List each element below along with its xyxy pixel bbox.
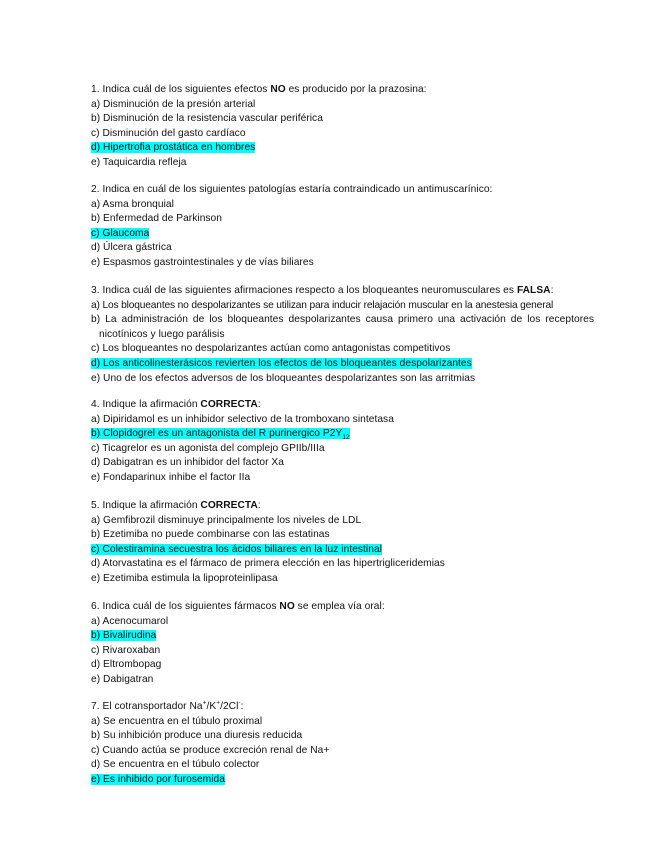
option-b: b) La administración de los bloqueantes despolarizantes causa primero una activación de los receptores [91, 314, 594, 326]
option-d: d) Atorvastatina es el fármaco de primera elección en las hipertrigliceridemias [91, 558, 445, 570]
question-5 [91, 499, 611, 587]
question-1 [91, 83, 611, 171]
question-stem: 7. El cotransportador Na+/K+/2Cl-: [91, 699, 244, 712]
option-a: a) Se encuentra en el túbulo proximal [91, 715, 263, 727]
option-b: b) Ezetimiba no puede combinarse con las estatinas [91, 529, 330, 541]
option-a: a) Asma bronquial [91, 198, 174, 210]
option-c-correct [91, 227, 611, 242]
question-7 [91, 700, 611, 788]
question-3 [91, 284, 611, 386]
answer-highlight: b) Clopidogrel es un antagonista del R purinergico $P2Y_{12}$ [91, 428, 350, 442]
option-a: a) Gemfibrozil disminuye principalmente los niveles de LDL [91, 514, 362, 526]
option-e: e) Uno de los efectos adversos de los bloqueantes despolarizantes son las arritmias [91, 372, 476, 384]
option-c: c) Disminución del gasto cardíaco [91, 127, 246, 139]
option-b-continuation: nicotínicos y luego parálisis [99, 328, 225, 340]
question-stem: 5. Indique la afirmación CORRECTA: [91, 500, 261, 511]
answer-highlight: c) Glaucoma [91, 227, 150, 239]
answer-highlight: d) Hipertrofia prostática en hombres [91, 142, 256, 154]
question-4 [91, 398, 611, 486]
option-d: d) Dabigatran es un inhibidor del factor Xa [91, 457, 284, 469]
option-b: b) Disminución de la resistencia vascular periférica [91, 113, 323, 125]
question-2 [91, 183, 611, 271]
option-b: b) Enfermedad de Parkinson [91, 213, 222, 225]
option-e: e) Espasmos gastrointestinales y de vías biliares [91, 256, 314, 268]
option-c: c) Los bloqueantes no despolarizantes actúan como antagonistas competitivos [91, 343, 451, 355]
question-stem: 1. Indica cuál de los siguientes efectos NO es producido por la prazosina: [91, 84, 427, 95]
option-c: c) Cuando actúa se produce excreción renal de Na+ [91, 744, 330, 756]
option-c: c) Rivaroxaban [91, 644, 161, 656]
option-b-correct [91, 427, 611, 442]
option-d-correct [91, 357, 611, 372]
question-6 [91, 600, 611, 688]
option-a: a) Disminución de la presión arterial [91, 98, 256, 110]
option-a: a) Acenocumarol [91, 615, 169, 627]
option-b: b) Su inhibición produce una diuresis reducida [91, 730, 303, 742]
question-stem: 4. Indique la afirmación CORRECTA: [91, 399, 261, 410]
option-e-correct [91, 773, 611, 788]
option-d: d) Úlcera gástrica [91, 242, 172, 254]
option-e: e) Dabigatran [91, 673, 154, 685]
option-d: d) Se encuentra en el túbulo colector [91, 759, 260, 771]
option-e: e) Fondaparinux inhibe el factor IIa [91, 471, 251, 483]
option-d-correct [91, 141, 611, 156]
option-d: d) Eltrombopag [91, 659, 162, 671]
question-stem: 6. Indica cuál de los siguientes fármacos NO se emplea vía oral: [91, 601, 385, 612]
option-e: e) Ezetimiba estimula la lipoproteinlipasa [91, 572, 278, 584]
answer-highlight: c) Colestiramina secuestra los ácidos biliares en la luz intestinal [91, 543, 382, 555]
answer-highlight: e) Es inhibido por furosemida [91, 773, 225, 785]
option-e: e) Taquicardia refleja [91, 156, 187, 168]
answer-highlight: b) Bivalirudina [91, 630, 157, 642]
question-stem: 2. Indica en cuál de los siguientes patologías estaría contraindicado un antimuscarínico: [91, 184, 493, 195]
option-c: c) Ticagrelor es un agonista del complejo GPIIb/IIIa [91, 442, 325, 454]
option-c-correct [91, 543, 611, 558]
question-stem: 3. Indica cuál de las siguientes afirmaciones respecto a los bloqueantes neuromusculares es FALSA: [91, 285, 554, 296]
option-b-correct [91, 629, 611, 644]
option-a: a) Los bloqueantes no despolarizantes se utilizan para inducir relajación muscular en la anestesia general [91, 299, 554, 311]
option-a: a) Dipiridamol es un inhibidor selectivo de la tromboxano sintetasa [91, 413, 394, 425]
answer-highlight: d) Los anticolinesterásicos revierten los efectos de los bloqueantes despolarizantes [91, 357, 472, 369]
